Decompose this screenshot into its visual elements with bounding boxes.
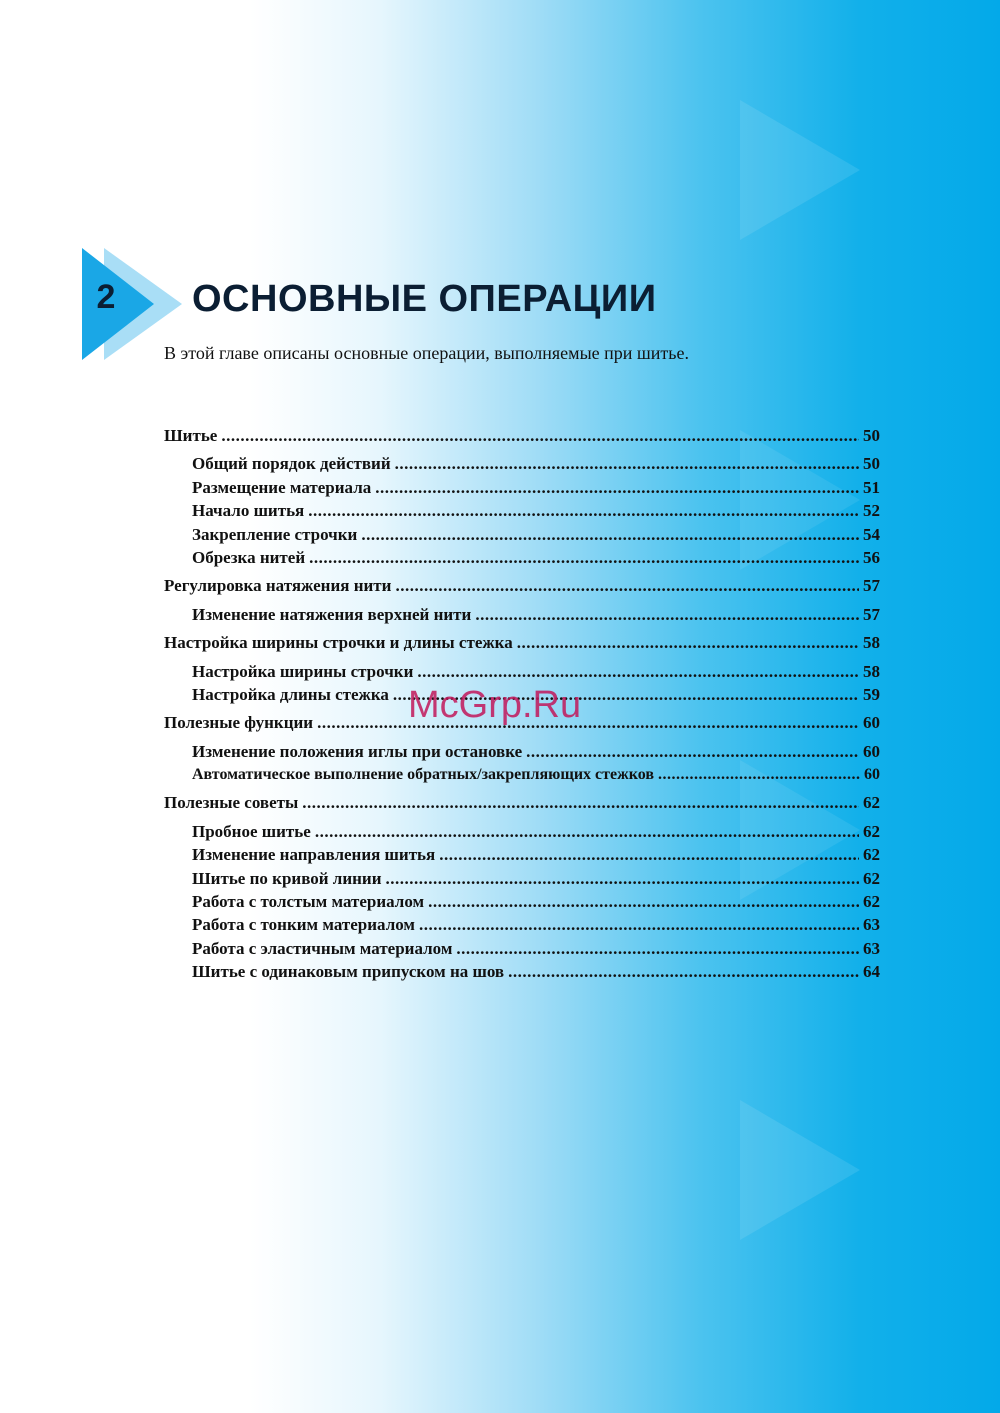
toc-entry-page: 63 xyxy=(863,938,880,958)
toc-entry[interactable] xyxy=(164,791,880,814)
toc-entry[interactable] xyxy=(164,476,880,499)
toc-entry[interactable] xyxy=(164,499,880,522)
toc-entry[interactable] xyxy=(164,660,880,683)
toc-entry-page: 62 xyxy=(863,892,880,912)
toc-entry-page: 62 xyxy=(863,845,880,865)
toc-entry[interactable] xyxy=(164,740,880,763)
toc-entry-page: 50 xyxy=(863,454,880,474)
toc-entry-page: 58 xyxy=(863,633,880,653)
toc-leader-dots xyxy=(395,452,859,475)
toc-leader-dots xyxy=(375,476,859,499)
toc-entry[interactable] xyxy=(164,867,880,890)
toc-entry-page: 60 xyxy=(863,713,880,733)
toc-entry[interactable] xyxy=(164,937,880,960)
toc-entry-title: Шитье с одинаковым припуском на шов xyxy=(192,962,505,982)
toc-entry-title: Настройка ширины строчки и длины стежка xyxy=(164,633,513,653)
toc-leader-dots xyxy=(309,546,859,569)
toc-entry[interactable] xyxy=(164,574,880,597)
toc-leader-dots xyxy=(361,523,859,546)
toc-entry-title: Работа с эластичным материалом xyxy=(192,938,453,958)
toc-leader-dots xyxy=(302,791,859,814)
toc-leader-dots xyxy=(475,603,859,626)
toc-entry-page: 64 xyxy=(863,962,880,982)
watermark: McGrp.Ru xyxy=(408,684,582,726)
toc-leader-dots xyxy=(317,711,859,734)
toc-entry-title: Общий порядок действий xyxy=(192,454,391,474)
toc-entry-page: 50 xyxy=(863,426,880,445)
toc-entry-page: 56 xyxy=(863,547,880,567)
toc-leader-dots xyxy=(386,867,859,890)
toc-entry[interactable] xyxy=(164,820,880,843)
toc-entry-page: 57 xyxy=(863,576,880,596)
toc-entry-page: 62 xyxy=(863,793,880,813)
toc-entry-title: Шитье xyxy=(164,426,218,445)
toc-leader-dots xyxy=(221,424,859,447)
chapter-subtitle: В этой главе описаны основные операции, выполняемые при шитье. xyxy=(164,343,689,363)
toc-entry-title: Обрезка нитей xyxy=(192,547,306,567)
toc-entry-title: Пробное шитье xyxy=(192,821,311,841)
toc-leader-dots xyxy=(456,937,859,960)
toc-entry-title: Шитье по кривой линии xyxy=(192,868,382,888)
toc-entry-title: Начало шитья xyxy=(192,501,305,521)
toc-entry-page: 62 xyxy=(863,821,880,841)
toc-leader-dots xyxy=(308,499,859,522)
toc-leader-dots xyxy=(417,660,859,683)
toc-leader-dots xyxy=(526,740,859,763)
toc-entry-page: 52 xyxy=(863,501,880,521)
toc-entry[interactable] xyxy=(164,843,880,866)
toc-entry[interactable] xyxy=(164,960,880,983)
toc-entry-title: Регулировка натяжения нити xyxy=(164,576,392,596)
chapter-title: ОСНОВНЫЕ ОПЕРАЦИИ xyxy=(192,278,657,320)
toc-leader-dots xyxy=(395,574,859,597)
toc-entry[interactable] xyxy=(164,424,880,447)
toc-entry-page: 60 xyxy=(863,741,880,761)
toc-entry-page: 60 xyxy=(864,766,880,784)
toc-entry[interactable] xyxy=(164,546,880,569)
toc-entry-page: 57 xyxy=(863,604,880,624)
toc-entry[interactable] xyxy=(164,913,880,936)
toc-leader-dots xyxy=(419,913,859,936)
toc-entry-title: Изменение направления шитья xyxy=(192,845,436,865)
toc-entry-page: 58 xyxy=(863,661,880,681)
toc-entry-page: 63 xyxy=(863,915,880,935)
toc-leader-dots xyxy=(315,820,859,843)
toc-entry-page: 51 xyxy=(863,477,880,497)
toc-entry-title: Работа с тонким материалом xyxy=(192,915,415,935)
toc-entry[interactable] xyxy=(164,890,880,913)
toc-entry-title: Настройка длины стежка xyxy=(192,684,389,704)
toc-entry[interactable] xyxy=(164,603,880,626)
toc-entry-title: Автоматическое выполнение обратных/закрепляющих стежков xyxy=(192,766,654,784)
toc-entry-title: Полезные советы xyxy=(164,793,299,813)
toc-leader-dots xyxy=(508,960,859,983)
toc-entry-title: Закрепление строчки xyxy=(192,524,358,544)
toc-entry-page: 54 xyxy=(863,524,880,544)
toc-entry-title: Изменение натяжения верхней нити xyxy=(192,604,472,624)
toc-entry-title: Размещение материала xyxy=(192,477,372,497)
toc-entry-title: Полезные функции xyxy=(164,713,314,733)
chapter-number: 2 xyxy=(96,278,116,316)
toc-entry-page: 59 xyxy=(863,684,880,704)
toc-leader-dots xyxy=(439,843,859,866)
toc-leader-dots xyxy=(428,890,859,913)
toc-entry-title: Настройка ширины строчки xyxy=(192,661,414,681)
toc-entry-title: Работа с толстым материалом xyxy=(192,892,425,912)
toc-leader-dots xyxy=(517,631,859,654)
toc-leader-dots xyxy=(658,763,860,786)
toc-entry-title: Изменение положения иглы при остановке xyxy=(192,741,523,761)
toc-entry[interactable] xyxy=(164,631,880,654)
toc-entry[interactable] xyxy=(164,452,880,475)
toc-entry[interactable] xyxy=(164,763,880,786)
toc-entry-page: 62 xyxy=(863,868,880,888)
toc-entry[interactable] xyxy=(164,523,880,546)
